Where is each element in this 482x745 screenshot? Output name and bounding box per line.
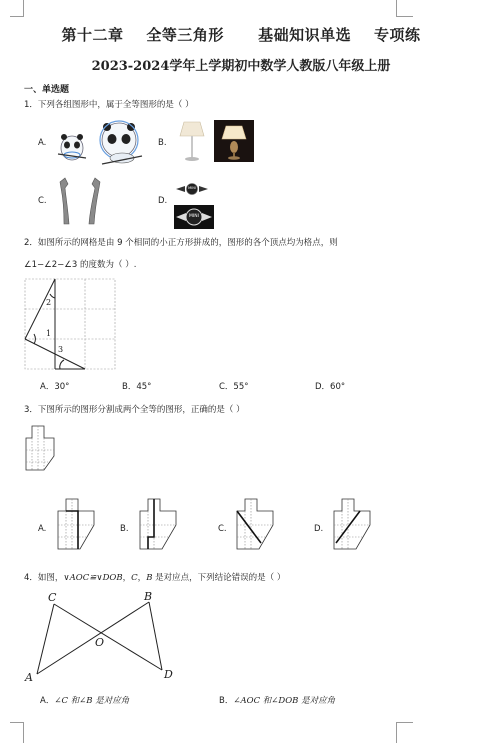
q4-bowtie-figure [20,588,190,684]
corner-mark-top-right [396,0,413,17]
q4-point-a-label: A [25,671,33,684]
q4-point-d-label: D [164,668,173,681]
mini-logo-large [174,205,214,229]
q3-option-b-label[interactable]: B. [120,524,129,534]
q4-stem-mid: ， [122,573,132,583]
q4-stem-sep: ， [137,573,147,583]
panda-large-icon [100,121,142,164]
q3-option-a-label[interactable]: A. [38,524,47,534]
q4-stem-suffix: 是对应点，下列结论错误的是（ ） [152,573,286,583]
q4-point-o-label: O [95,636,105,649]
lamp-white-icon [180,122,204,161]
corner-mark-top-left [10,0,24,17]
q1-option-d-label[interactable]: D. [158,196,168,206]
q4-stem [24,571,285,583]
curved-shape-left-icon [60,178,69,224]
q4-option-b-label: B． [219,696,234,706]
curved-shape-right-icon [89,178,100,224]
page-title: 第十二章 全等三角形 基础知识单选 专项练 [61,26,421,44]
q4-point-b-label: B [144,590,153,603]
q4-option-a[interactable] [40,694,129,706]
q3-option-d-figure [332,497,374,553]
q3-option-c-label[interactable]: C. [218,524,227,534]
q3-stem: 3．下图所示的图形分割成两个全等的图形，正确的是（ ） [24,405,245,415]
q2-grid-lines [25,279,115,369]
q4-stem-point-b: B [146,573,153,583]
page-subtitle: 2023-2024学年上学期初中数学人教版八年级上册 [91,59,391,74]
q4-option-a-text: ∠C 和∠B 是对应角 [54,696,130,706]
q3-option-b-figure [138,497,180,553]
q2-stem-line2: ∠1−∠2−∠3 的度数为（ ）. [24,260,137,270]
q2-angle-label-2: 2 [46,298,52,307]
q2-option-d[interactable]: D．60° [315,382,346,392]
q4-stem-congruence: ∨AOC≌∨DOB [63,573,123,583]
mini-logo-large-text: MINI [189,214,199,219]
q4-stem-prefix: 4．如图， [24,573,64,583]
q2-angle-label-1: 1 [46,329,52,338]
q2-grid-figure [24,278,118,372]
q1-option-a-panda-images [56,118,148,168]
mini-logo-small [176,183,208,195]
q4-option-a-label: A． [40,696,55,706]
q2-option-c[interactable]: C．55° [219,382,249,392]
q4-point-c-label: C [48,591,57,604]
q1-option-c-label[interactable]: C. [38,196,47,206]
q2-angle-label-3: 3 [58,345,64,354]
mini-logo-small-text: MINI [188,186,196,190]
q1-option-a-label[interactable]: A. [38,138,47,148]
q1-option-c-shapes [56,176,108,228]
q4-stem-point-c: C [131,573,138,583]
q3-option-c-figure [235,497,277,553]
section-heading: 一、单选题 [24,85,70,95]
corner-mark-bottom-left [10,722,24,743]
q4-option-b-text: ∠AOC 和∠DOB 是对应角 [233,696,336,706]
q1-option-b-label[interactable]: B. [158,138,167,148]
q3-option-a-figure [56,497,98,553]
q1-stem: 1．下列各组图形中，属于全等图形的是（ ） [24,100,194,110]
q1-option-b-lamp-images [178,120,256,164]
panda-small-icon [58,134,86,160]
q2-triangles [25,279,85,369]
q2-option-b[interactable]: B．45° [122,382,152,392]
q2-stem-line1: 2．如图所示的网格是由 9 个相同的小正方形拼成的，图形的各个顶点均为格点，则 [24,238,338,248]
q4-option-b[interactable] [219,694,335,706]
q3-main-figure [24,424,56,484]
q3-option-d-label[interactable]: D. [314,524,324,534]
corner-mark-bottom-right [396,722,413,743]
q2-option-a[interactable]: A．30° [40,382,70,392]
